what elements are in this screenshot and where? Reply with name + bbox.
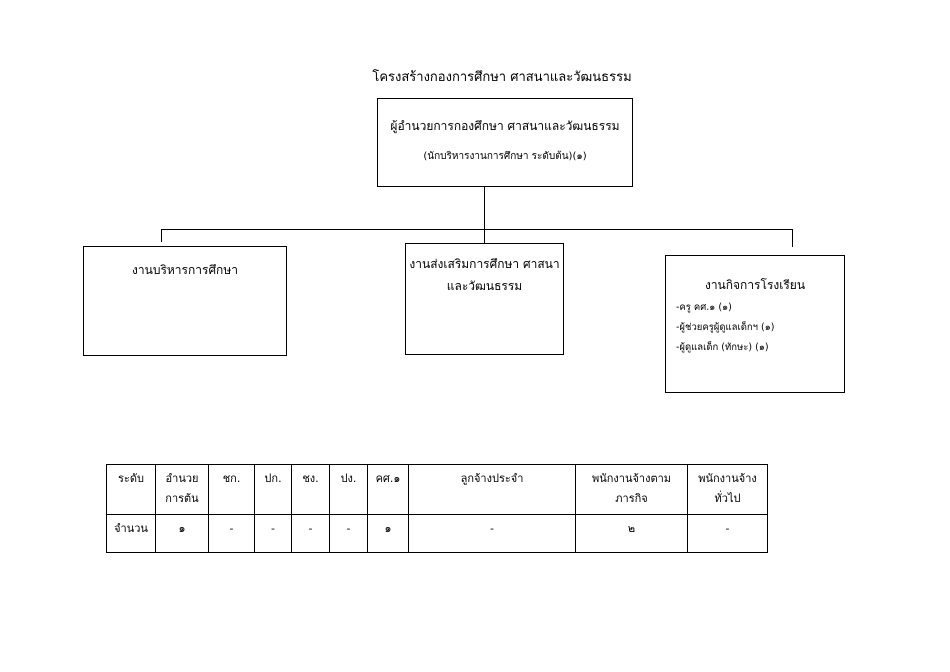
connector-left <box>161 229 162 242</box>
table-cell: จำนวน <box>107 515 156 553</box>
list-item: -ผู้ดูแลเด็ก (ทักษะ) (๑) <box>676 342 769 353</box>
header-cell: ชง. <box>292 465 330 515</box>
table-cell: - <box>255 515 292 553</box>
unit-promotion-title-line1: งานส่งเสริมการศึกษา ศาสนา <box>409 257 560 271</box>
staff-list <box>666 298 844 358</box>
table-cell: - <box>409 515 576 553</box>
header-cell: พนักงานจ้าง ทั่วไป <box>688 465 768 515</box>
table-cell: ๑ <box>368 515 409 553</box>
unit-school-affairs-title: งานกิจการโรงเรียน <box>704 278 806 292</box>
connector-vertical-main <box>484 187 485 229</box>
header-cell: พนักงานจ้างตาม ภารกิจ <box>576 465 688 515</box>
connector-horizontal <box>161 229 793 230</box>
page-title: โครงสร้างกองการศึกษา ศาสนาและวัฒนธรรม <box>372 70 632 85</box>
table-cell: - <box>330 515 368 553</box>
director-box <box>377 98 633 187</box>
header-cell: อำนวย การต้น <box>156 465 209 515</box>
staff-count-table <box>106 464 768 553</box>
director-subtitle: (นักบริหารงานการศึกษา ระดับต้น)(๑) <box>423 151 587 162</box>
header-cell: ชก. <box>209 465 255 515</box>
header-cell: ปง. <box>330 465 368 515</box>
table-cell: ๑ <box>156 515 209 553</box>
unit-education-admin-box <box>83 246 287 356</box>
unit-promotion-title-line2: และวัฒนธรรม <box>446 279 523 293</box>
header-cell: ลูกจ้างประจำ <box>409 465 576 515</box>
header-cell: คศ.๑ <box>368 465 409 515</box>
header-cell: ระดับ <box>107 465 156 515</box>
table-header-row <box>107 465 768 515</box>
table-cell: - <box>209 515 255 553</box>
list-item: -ผู้ช่วยครูผู้ดูแลเด็กฯ (๑) <box>676 322 775 333</box>
connector-right <box>792 229 793 247</box>
table-cell: - <box>292 515 330 553</box>
header-cell: ปก. <box>255 465 292 515</box>
table-row <box>107 515 768 553</box>
unit-school-affairs-box <box>665 255 845 393</box>
table-cell: ๒ <box>576 515 688 553</box>
unit-promotion-box <box>405 243 564 355</box>
unit-education-admin-title: งานบริหารการศึกษา <box>132 263 238 277</box>
table-cell: - <box>688 515 768 553</box>
director-title: ผู้อำนวยการกองศึกษา ศาสนาและวัฒนธรรม <box>390 119 620 133</box>
list-item: -ครู คศ.๑ (๑) <box>676 302 732 313</box>
connector-center <box>484 229 485 243</box>
